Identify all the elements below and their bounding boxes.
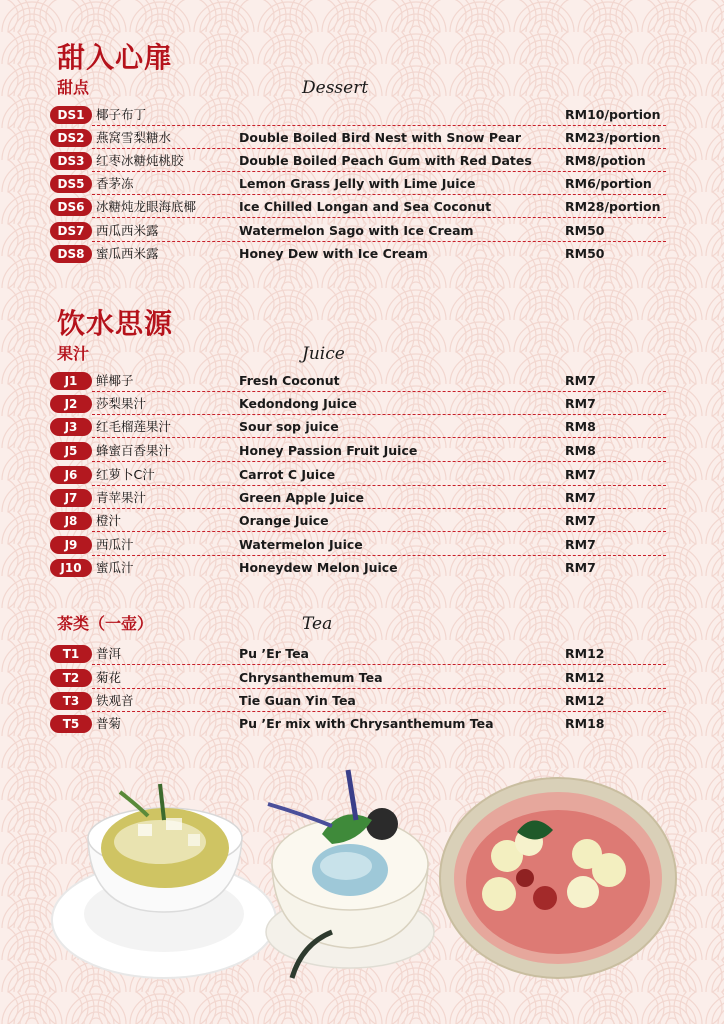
item-code-badge: J3 xyxy=(50,418,92,436)
dessert-subtitle-cn: 甜点 xyxy=(57,78,90,97)
item-price: RM7 xyxy=(565,490,596,505)
item-price: RM7 xyxy=(565,373,596,388)
item-code-badge: J1 xyxy=(50,372,92,390)
menu-item-row xyxy=(0,220,724,243)
item-name-en: Watermelon Juice xyxy=(239,537,363,552)
item-price: RM18 xyxy=(565,716,605,731)
item-price: RM50 xyxy=(565,223,605,238)
menu-item-row xyxy=(0,667,724,690)
item-code-badge: T1 xyxy=(50,645,92,663)
item-name-en: Tie Guan Yin Tea xyxy=(239,693,356,708)
menu-item-row xyxy=(0,713,724,736)
item-name-en: Ice Chilled Longan and Sea Coconut xyxy=(239,199,492,214)
item-name-en: Honey Passion Fruit Juice xyxy=(239,443,418,458)
item-code-badge: T3 xyxy=(50,692,92,710)
item-name-en: Orange Juice xyxy=(239,513,329,528)
item-name-en: Double Boiled Peach Gum with Red Dates xyxy=(239,153,532,168)
item-name-en: Carrot C Juice xyxy=(239,467,336,482)
item-price: RM23/portion xyxy=(565,130,661,145)
item-name-en: Chrysanthemum Tea xyxy=(239,670,383,685)
dessert-section-title: 甜入心扉 xyxy=(57,41,174,74)
item-name-cn: 西瓜西米露 xyxy=(96,223,159,238)
item-name-cn: 香茅冻 xyxy=(96,176,134,191)
tea-subtitle-en: Tea xyxy=(302,614,333,634)
drinks-section-title: 饮水思源 xyxy=(57,307,174,340)
item-code-badge: J8 xyxy=(50,512,92,530)
item-code-badge: DS7 xyxy=(50,222,92,240)
item-name-en: Lemon Grass Jelly with Lime Juice xyxy=(239,176,476,191)
menu-item-row xyxy=(0,464,724,487)
item-name-cn: 红萝卜C汁 xyxy=(96,467,155,482)
item-price: RM12 xyxy=(565,670,605,685)
item-price: RM10/portion xyxy=(565,107,661,122)
menu-item-row xyxy=(0,534,724,557)
menu-item-row xyxy=(0,557,724,580)
item-name-cn: 铁观音 xyxy=(96,693,134,708)
dessert-subtitle-en: Dessert xyxy=(302,78,369,98)
lemongrass-jelly-bowl-photo xyxy=(48,772,280,986)
item-name-en: Pu ’Er Tea xyxy=(239,646,309,661)
item-price: RM7 xyxy=(565,467,596,482)
item-price: RM7 xyxy=(565,396,596,411)
item-code-badge: DS3 xyxy=(50,152,92,170)
item-code-badge: J7 xyxy=(50,489,92,507)
tea-subtitle-cn: 茶类（一壶） xyxy=(57,614,154,633)
menu-item-row xyxy=(0,104,724,127)
menu-item-row xyxy=(0,690,724,713)
item-name-cn: 鲜椰子 xyxy=(96,373,134,388)
item-name-en: Watermelon Sago with Ice Cream xyxy=(239,223,474,238)
item-code-badge: T2 xyxy=(50,669,92,687)
item-name-en: Green Apple Juice xyxy=(239,490,365,505)
item-name-en: Pu ’Er mix with Chrysanthemum Tea xyxy=(239,716,494,731)
item-price: RM7 xyxy=(565,537,596,552)
item-name-cn: 菊花 xyxy=(96,670,122,685)
item-price: RM6/portion xyxy=(565,176,652,191)
item-name-cn: 橙汁 xyxy=(96,513,122,528)
menu-item-row xyxy=(0,643,724,666)
item-name-en: Kedondong Juice xyxy=(239,396,357,411)
item-name-en: Double Boiled Bird Nest with Snow Pear xyxy=(239,130,522,145)
item-code-badge: DS2 xyxy=(50,129,92,147)
juice-subtitle-cn: 果汁 xyxy=(57,344,90,363)
menu-item-row xyxy=(0,416,724,439)
menu-item-row xyxy=(0,243,724,266)
item-name-cn: 冰糖炖龙眼海底椰 xyxy=(96,199,197,214)
item-name-cn: 蜜瓜汁 xyxy=(96,560,134,575)
item-price: RM8 xyxy=(565,443,596,458)
item-code-badge: J6 xyxy=(50,466,92,484)
item-price: RM8 xyxy=(565,419,596,434)
item-name-cn: 普洱 xyxy=(96,646,122,661)
item-price: RM28/portion xyxy=(565,199,661,214)
item-name-en: Fresh Coconut xyxy=(239,373,340,388)
item-price: RM12 xyxy=(565,693,605,708)
menu-item-row xyxy=(0,127,724,150)
item-name-cn: 莎梨果汁 xyxy=(96,396,147,411)
item-code-badge: J10 xyxy=(50,559,92,577)
item-price: RM8/potion xyxy=(565,153,646,168)
item-code-badge: J9 xyxy=(50,536,92,554)
item-name-cn: 青苹果汁 xyxy=(96,490,147,505)
menu-item-row xyxy=(0,196,724,219)
item-name-cn: 红毛榴莲果汁 xyxy=(96,419,172,434)
menu-item-row xyxy=(0,173,724,196)
item-code-badge: DS6 xyxy=(50,198,92,216)
item-code-badge: DS1 xyxy=(50,106,92,124)
menu-item-row xyxy=(0,487,724,510)
item-price: RM7 xyxy=(565,513,596,528)
item-code-badge: J5 xyxy=(50,442,92,460)
item-name-cn: 蜂蜜百香果汁 xyxy=(96,443,172,458)
item-code-badge: DS5 xyxy=(50,175,92,193)
item-code-badge: DS8 xyxy=(50,245,92,263)
item-code-badge: J2 xyxy=(50,395,92,413)
dessert-subtitle xyxy=(57,78,369,98)
menu-item-row xyxy=(0,510,724,533)
juice-subtitle-en: Juice xyxy=(302,344,345,364)
item-name-cn: 蜜瓜西米露 xyxy=(96,246,159,261)
item-name-cn: 西瓜汁 xyxy=(96,537,134,552)
item-code-badge: T5 xyxy=(50,715,92,733)
item-name-en: Sour sop juice xyxy=(239,419,339,434)
juice-subtitle xyxy=(57,344,345,364)
tea-subtitle xyxy=(57,614,333,634)
menu-item-row xyxy=(0,370,724,393)
coconut-pudding-photo xyxy=(262,764,442,986)
item-name-en: Honey Dew with Ice Cream xyxy=(239,246,428,261)
watermelon-sago-bowl-photo xyxy=(433,770,683,986)
item-name-cn: 燕窝雪梨糖水 xyxy=(96,130,172,145)
item-price: RM7 xyxy=(565,560,596,575)
menu-item-row xyxy=(0,393,724,416)
item-name-cn: 普菊 xyxy=(96,716,122,731)
item-name-en: Honeydew Melon Juice xyxy=(239,560,398,575)
menu-item-row xyxy=(0,150,724,173)
item-price: RM50 xyxy=(565,246,605,261)
item-price: RM12 xyxy=(565,646,605,661)
item-name-cn: 红枣冰糖炖桃胶 xyxy=(96,153,184,168)
menu-item-row xyxy=(0,440,724,463)
item-name-cn: 椰子布丁 xyxy=(96,107,147,122)
